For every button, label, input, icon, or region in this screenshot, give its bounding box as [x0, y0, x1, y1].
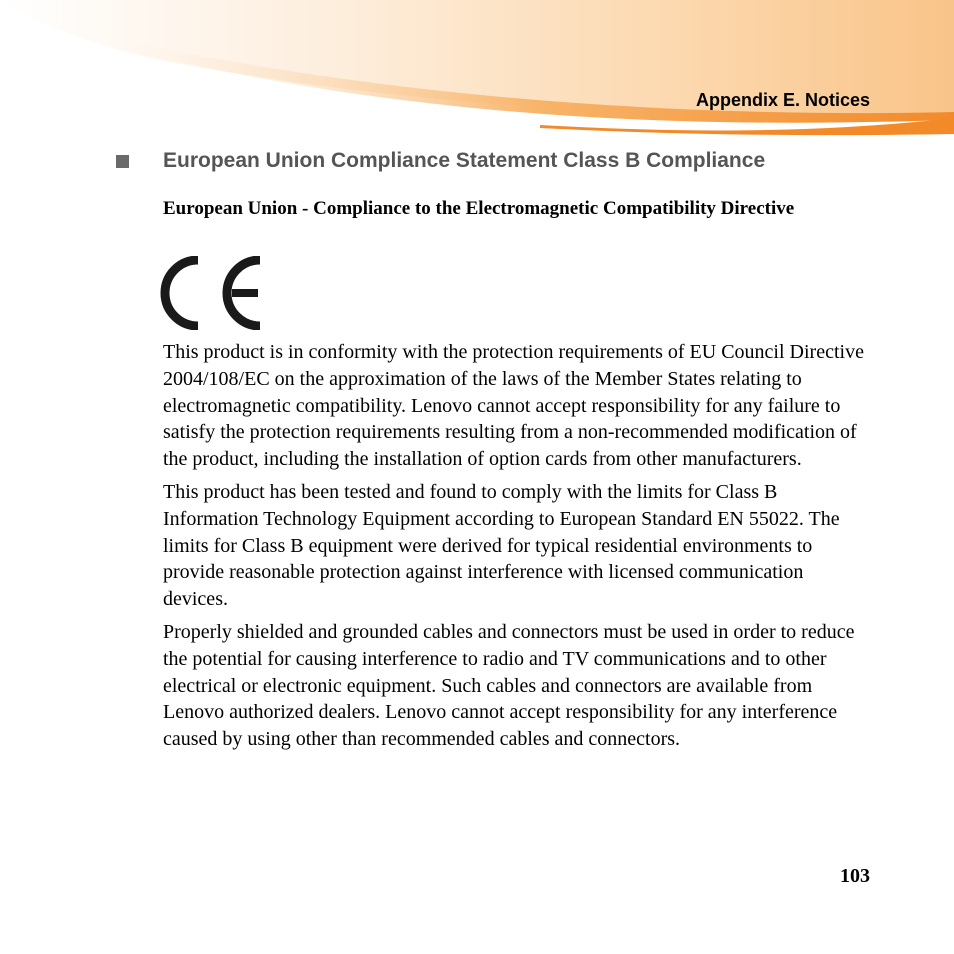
- section-heading: [116, 149, 765, 173]
- page-number: 103: [840, 865, 870, 887]
- square-bullet-icon: [116, 155, 129, 168]
- paragraph: This product has been tested and found to comply with the limits for Class B Information Technology Equipment according to European Standard EN 55022. The limits for Class B equipment were derived for typical residential environments to provide reasonable protection against interference with licensed communication devices.: [163, 480, 840, 611]
- ce-mark-icon: [160, 256, 264, 330]
- body-text: [163, 339, 873, 759]
- paragraph: This product is in conformity with the protection requirements of EU Council Directive 2004/108/EC on the approximation of the laws of the Member States relating to electromagnetic compatibility. Lenovo cannot accept responsibility for any failure to satisfy the protection requirements resulting from a non-recommended modification of the product, including the installation of option cards from other manufacturers.: [163, 341, 864, 471]
- header-decoration: [0, 0, 954, 140]
- section-title: European Union Compliance Statement Class B Compliance: [163, 149, 766, 172]
- subheading: European Union - Compliance to the Electromagnetic Compatibility Directive: [163, 198, 795, 219]
- header-title: Appendix E. Notices: [695, 90, 870, 110]
- paragraph: Properly shielded and grounded cables and connectors must be used in order to reduce the potential for causing interference to radio and TV communications and to other electrical or electronic equipment. Such cables and connectors are available from Lenovo authorized dealers. Lenovo cannot accept responsibility for any interference caused by using other than recommended cables and connectors.: [163, 620, 855, 751]
